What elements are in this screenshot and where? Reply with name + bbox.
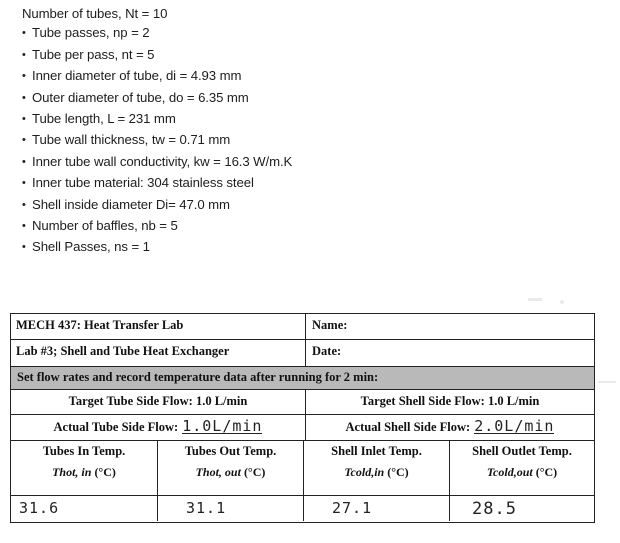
- spec-text: Number of baffles, nb = 5: [32, 218, 178, 234]
- date-field: Date:: [305, 340, 594, 366]
- spec-text: Shell inside diameter Di= 47.0 mm: [32, 196, 230, 212]
- actual-tube-flow: [11, 415, 305, 440]
- target-flow-row: [10, 390, 595, 415]
- bullet-icon: •: [22, 177, 26, 190]
- scan-smudge: [528, 298, 542, 301]
- lab-title: Lab #3; Shell and Tube Heat Exchanger: [16, 344, 230, 358]
- bullet-icon: •: [22, 113, 26, 126]
- actual-shell-flow: [305, 415, 594, 440]
- name-field: Name:: [305, 314, 594, 339]
- spec-line: [22, 88, 292, 109]
- tubes-in-value: 31.6: [19, 499, 60, 517]
- spec-text: Tube passes, np = 2: [32, 25, 150, 41]
- target-shell-flow: Target Shell Side Flow: 1.0 L/min: [305, 390, 594, 414]
- bullet-icon: •: [22, 134, 26, 147]
- tube-specifications: [22, 4, 292, 259]
- bullet-icon: •: [22, 70, 26, 83]
- scan-smudge: [598, 381, 616, 383]
- course-title: MECH 437: Heat Transfer Lab: [16, 318, 184, 332]
- spec-text: Inner diameter of tube, di = 4.93 mm: [32, 68, 242, 84]
- shell-inlet-value: 27.1: [303, 496, 449, 521]
- target-tube-flow: Target Tube Side Flow: 1.0 L/min: [68, 394, 248, 408]
- column-title: Tubes In Temp.: [42, 444, 126, 458]
- bullet-icon: •: [22, 241, 26, 254]
- spec-text: Number of tubes, Nt = 10: [22, 6, 168, 21]
- instruction-banner: Set flow rates and record temperature data after running for 2 min:: [11, 367, 594, 389]
- bullet-icon: •: [22, 27, 26, 40]
- spec-line: [22, 130, 292, 151]
- spec-text: Outer diameter of tube, do = 6.35 mm: [32, 89, 249, 105]
- spec-line: [22, 45, 292, 66]
- temperature-header-row: [10, 441, 595, 496]
- column-title: Shell Outlet Temp.: [472, 444, 572, 458]
- instruction-row: [10, 367, 595, 390]
- actual-shell-label: Actual Shell Side Flow:: [345, 420, 471, 434]
- spec-line: [22, 109, 292, 130]
- temperature-value-row: [10, 496, 595, 523]
- spec-line: [22, 195, 292, 216]
- spec-line: [22, 152, 292, 173]
- spec-line: [22, 4, 292, 23]
- actual-shell-value: 2.0L/min: [474, 417, 555, 435]
- bullet-icon: •: [22, 91, 26, 104]
- spec-text: Shell Passes, ns = 1: [32, 239, 150, 255]
- column-symbol: Tcold,out (°C): [486, 465, 558, 479]
- spec-line: [22, 216, 292, 237]
- lab-data-sheet: [10, 313, 595, 523]
- column-symbol: Thot, in (°C): [52, 465, 116, 479]
- column-title: Shell Inlet Temp.: [331, 444, 422, 458]
- shell-inlet-header: [303, 441, 449, 495]
- bullet-icon: •: [22, 48, 26, 61]
- spec-text: Inner tube material: 304 stainless steel: [32, 175, 254, 191]
- spec-text: Tube wall thickness, tw = 0.71 mm: [32, 132, 231, 148]
- tubes-in-header: [11, 441, 157, 495]
- shell-outlet-value: 28.5: [449, 496, 594, 521]
- spec-text: Tube per pass, nt = 5: [32, 46, 155, 62]
- scan-smudge: [560, 300, 564, 304]
- spec-line: [22, 66, 292, 87]
- tubes-out-header: [157, 441, 303, 495]
- spec-line: [22, 237, 292, 258]
- tubes-out-value: 31.1: [157, 496, 303, 521]
- spec-text: Inner tube wall conductivity, kw = 16.3 W/m.K: [32, 153, 293, 169]
- actual-tube-value: 1.0L/min: [182, 417, 263, 435]
- bullet-icon: •: [22, 198, 26, 211]
- spec-text: Tube length, L = 231 mm: [32, 111, 176, 127]
- spec-line: [22, 23, 292, 44]
- column-symbol: Tcold,in (°C): [344, 465, 409, 479]
- actual-flow-row: [10, 415, 595, 441]
- column-symbol: Thot, out (°C): [195, 465, 266, 479]
- shell-outlet-header: [449, 441, 594, 495]
- header-row-lab: [10, 340, 595, 367]
- header-row-course: [10, 313, 595, 340]
- spec-line: [22, 173, 292, 194]
- column-title: Tubes Out Temp.: [184, 444, 277, 458]
- bullet-icon: •: [22, 155, 26, 168]
- bullet-icon: •: [22, 220, 26, 233]
- actual-tube-label: Actual Tube Side Flow:: [53, 420, 179, 434]
